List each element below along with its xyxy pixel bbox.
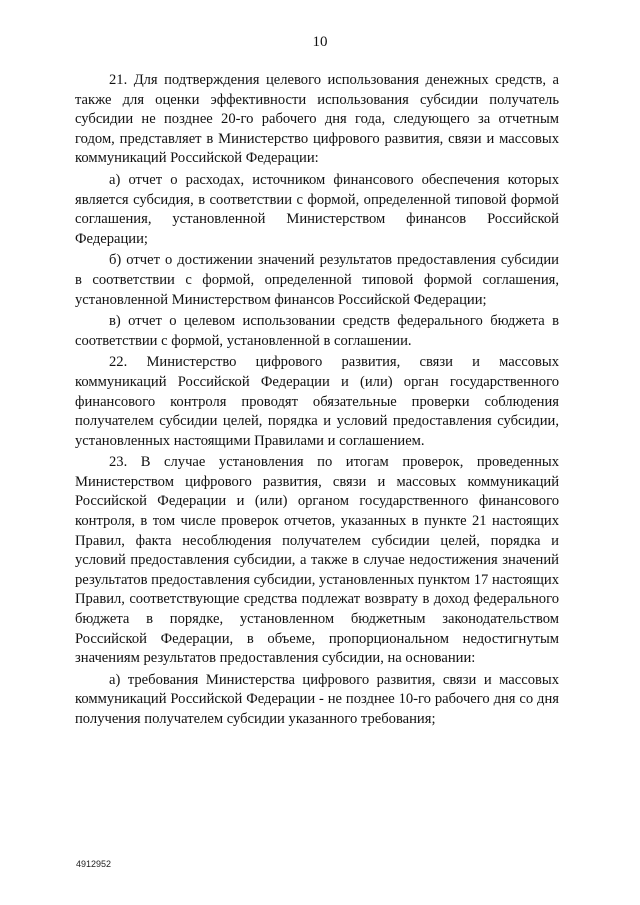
- page-number: 10: [312, 34, 328, 50]
- document-id: 4912952: [76, 859, 112, 869]
- paragraph-23-a: а) требования Министерства цифрового развития, связи и массовых коммуникаций Российской Федерации - не позднее 10-го рабочего дня со дня получения получателем субсидии указанного требования;: [75, 671, 559, 727]
- document-body: [75, 71, 559, 732]
- paragraph-21: 21. Для подтверждения целевого использования денежных средств, а также для оценки эффективности использования субсидии получатель субсидии не позднее 20-го рабочего дня года, следующего за отчетным годом, представляет в Министерство цифрового развития, связи и массовых коммуникаций Российской Федерации:: [75, 72, 559, 167]
- paragraph-21-v: в) отчет о целевом использовании средств федерального бюджета в соответствии с формой, установленной в соглашении.: [75, 313, 559, 349]
- paragraph-22: 22. Министерство цифрового развития, связи и массовых коммуникаций Российской Федерации и (или) орган государственного финансового контроля проводят обязательные проверки соблюдения получателем субсидии целей, порядка и условий предоставления субсидии, установленных настоящими Правилами и соглашением.: [75, 354, 559, 449]
- paragraph-21-a: а) отчет о расходах, источником финансового обеспечения которых является субсидия, в соответствии с формой, определенной типовой формой соглашения, установленной Министерством финансов Российской Федерации;: [75, 171, 559, 247]
- paragraph-23: 23. В случае установления по итогам проверок, проведенных Министерством цифрового развития, связи и массовых коммуникаций Российской Федерации и (или) органом государственного финансового контроля, в том числе проверок отчетов, указанных в пункте 21 настоящих Правил, факта несоблюдения получателем субсидии целей, порядка и условий предоставления субсидии, а также в случае недостижения значений результатов предоставления субсидии, установленных пунктом 17 настоящих Правил, соответствующие средства подлежат возврату в доход федерального бюджета в порядке, установленном бюджетным законодательством Российской Федерации, в объеме, пропорциональном недостигнутым значениям результатов предоставления субсидии, на основании:: [75, 454, 559, 667]
- paragraph-21-b: б) отчет о достижении значений результатов предоставления субсидии в соответствии с формой, определенной типовой формой соглашения, установленной Министерством финансов Российской Федерации;: [75, 252, 559, 308]
